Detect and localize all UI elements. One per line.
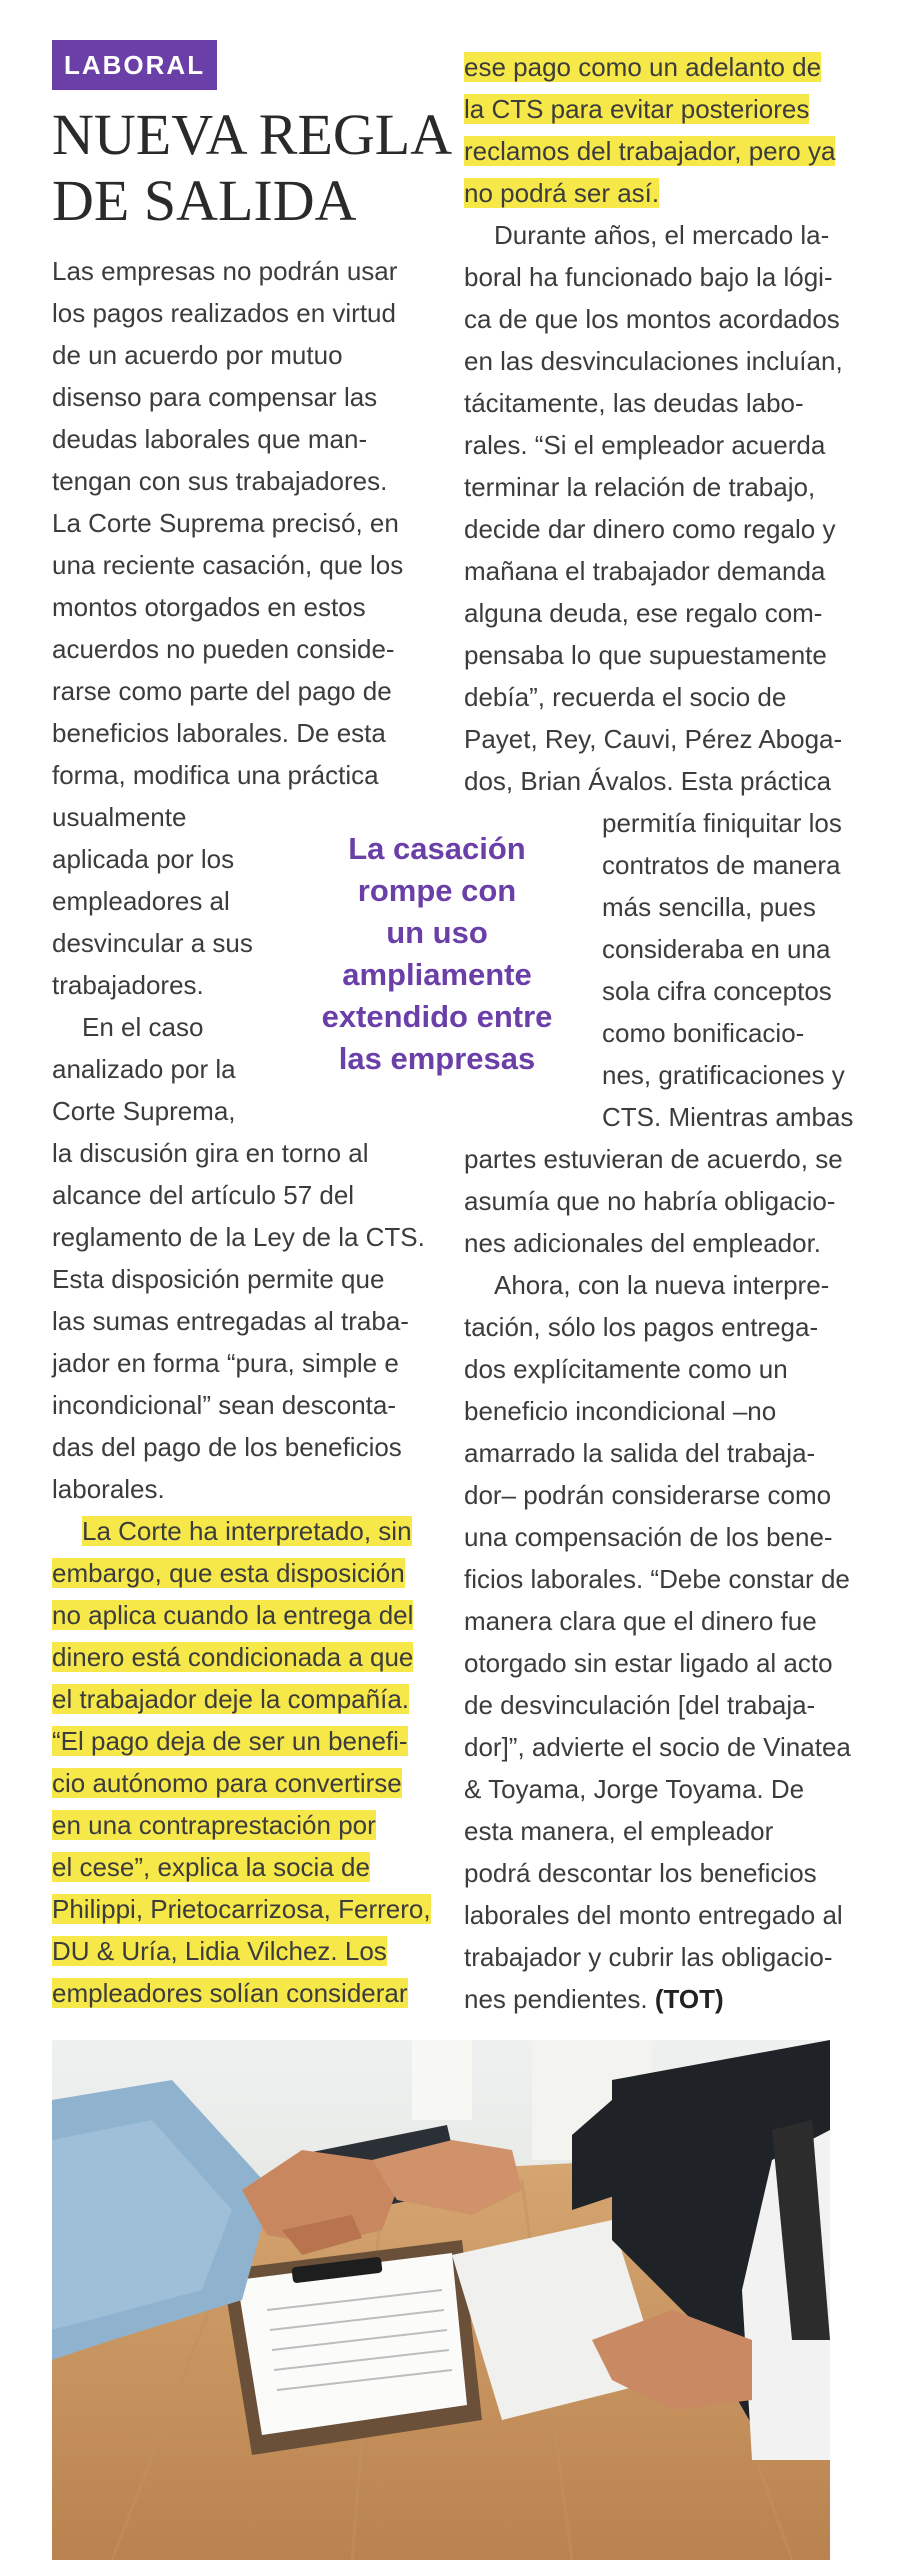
text-line: beneficios laborales. De esta — [52, 718, 386, 748]
text-line: rales. “Si el empleador acuerda — [464, 430, 826, 460]
highlighted-text-line: dinero está condicionada a que — [52, 1642, 414, 1672]
text-line: disenso para compensar las — [52, 382, 378, 412]
text-line: trabajadores. — [52, 970, 204, 1000]
pull-quote-line: rompe con — [357, 873, 517, 908]
text-line: contratos de manera — [602, 850, 841, 880]
text-line: sola cifra conceptos — [602, 976, 832, 1006]
text-line: los pagos realizados en virtud — [52, 298, 396, 328]
left-column — [52, 250, 431, 2014]
highlighted-text-line: no podrá ser así. — [464, 178, 660, 208]
pull-quote-line: ampliamente — [342, 957, 532, 992]
text-line: forma, modifica una práctica — [52, 760, 379, 790]
highlighted-text-line: cio autónomo para convertirse — [52, 1768, 402, 1798]
text-line: empleadores al — [52, 886, 230, 916]
text-line: pensaba lo que supuestamente — [464, 640, 827, 670]
text-line: manera clara que el dinero fue — [464, 1606, 817, 1636]
highlighted-text-line: el cese”, explica la socia de — [52, 1852, 370, 1882]
text-line: otorgado sin estar ligado al acto — [464, 1648, 833, 1678]
text-line: nes, gratificaciones y — [602, 1060, 845, 1090]
text-line: desvincular a sus — [52, 928, 253, 958]
text-line: ca de que los montos acordados — [464, 304, 840, 334]
text-line: más sencilla, pues — [602, 892, 816, 922]
text-line: debía”, recuerda el socio de — [464, 682, 787, 712]
pull-quote — [292, 828, 582, 1080]
text-line: alcance del artículo 57 del — [52, 1180, 355, 1210]
highlighted-text-line: no aplica cuando la entrega del — [52, 1600, 414, 1630]
text-line: usualmente — [52, 802, 187, 832]
text-line: asumía que no habría obligacio- — [464, 1186, 836, 1216]
text-line: deudas laborales que man- — [52, 424, 368, 454]
text-line: aplicada por los — [52, 844, 235, 874]
text-line: mañana el trabajador demanda — [464, 556, 826, 586]
text-line: dos explícitamente como un — [464, 1354, 788, 1384]
highlighted-text-line: reclamos del trabajador, pero ya — [464, 136, 836, 166]
handshake-photo — [52, 2040, 830, 2560]
text-line: amarrado la salida del trabaja- — [464, 1438, 816, 1468]
text-line: las sumas entregadas al traba- — [52, 1306, 409, 1336]
text-line: de desvinculación [del trabaja- — [464, 1690, 816, 1720]
text-line: Ahora, con la nueva interpre- — [494, 1270, 830, 1300]
text-line: dos, Brian Ávalos. Esta práctica — [464, 766, 832, 796]
text-line: analizado por la — [52, 1054, 236, 1084]
text-line: nes pendientes. (TOT) — [464, 1984, 724, 2014]
section-tag: LABORAL — [52, 40, 217, 90]
text-line: montos otorgados en estos — [52, 592, 366, 622]
highlighted-text-line: Philippi, Prietocarrizosa, Ferrero, — [52, 1894, 431, 1924]
text-line: decide dar dinero como regalo y — [464, 514, 836, 544]
text-line: tácitamente, las deudas labo- — [464, 388, 804, 418]
text-line: La Corte Suprema precisó, en — [52, 508, 399, 538]
text-line: como bonificacio- — [602, 1018, 805, 1048]
highlighted-text-line: DU & Uría, Lidia Vilchez. Los — [52, 1936, 387, 1966]
text-line: alguna deuda, ese regalo com- — [464, 598, 823, 628]
text-line: terminar la relación de trabajo, — [464, 472, 816, 502]
headline — [52, 102, 452, 234]
text-line: tengan con sus trabajadores. — [52, 466, 388, 496]
text-line: la discusión gira en torno al — [52, 1138, 369, 1168]
text-line: partes estuvieran de acuerdo, se — [464, 1144, 843, 1174]
pull-quote-line: las empresas — [338, 1041, 536, 1076]
text-line: rarse como parte del pago de — [52, 676, 392, 706]
text-line: laborales. — [52, 1474, 165, 1504]
text-line: dor]”, advierte el socio de Vinatea — [464, 1732, 851, 1762]
text-line: laborales del monto entregado al — [464, 1900, 843, 1930]
highlighted-text-line: “El pago deja de ser un benefi- — [52, 1726, 408, 1756]
headline-line: NUEVA REGLA — [52, 102, 453, 167]
text-line: Esta disposición permite que — [52, 1264, 385, 1294]
pull-quote-line: La casación — [348, 831, 526, 866]
highlighted-text-line: el trabajador deje la compañía. — [52, 1684, 410, 1714]
pull-quote-line: extendido entre — [321, 999, 553, 1034]
highlighted-text-line: ese pago como un adelanto de — [464, 52, 822, 82]
pull-quote-line: un uso — [386, 915, 488, 950]
text-line: tación, sólo los pagos entrega- — [464, 1312, 819, 1342]
text-line: en las desvinculaciones incluían, — [464, 346, 843, 376]
text-line: incondicional” sean desconta- — [52, 1390, 396, 1420]
text-line: una compensación de los bene- — [464, 1522, 833, 1552]
text-line: de un acuerdo por mutuo — [52, 340, 343, 370]
text-line: Corte Suprema, — [52, 1096, 236, 1126]
text-line: Durante años, el mercado la- — [494, 220, 830, 250]
text-line: permitía finiquitar los — [602, 808, 842, 838]
text-line: jador en forma “pura, simple e — [52, 1348, 399, 1378]
highlighted-text-line: La Corte ha interpretado, sin — [82, 1516, 412, 1546]
text-line: beneficio incondicional –no — [464, 1396, 777, 1426]
text-line: dor– podrán considerarse como — [464, 1480, 832, 1510]
headline-line: DE SALIDA — [52, 168, 357, 233]
text-line: En el caso — [82, 1012, 204, 1042]
text-line: nes adicionales del empleador. — [464, 1228, 822, 1258]
highlighted-text-line: en una contraprestación por — [52, 1810, 376, 1840]
text-line: esta manera, el empleador — [464, 1816, 774, 1846]
handshake-illustration — [52, 2040, 830, 2560]
text-line: reglamento de la Ley de la CTS. — [52, 1222, 425, 1252]
author-signature: (TOT) — [654, 1984, 724, 2014]
text-line: Payet, Rey, Cauvi, Pérez Aboga- — [464, 724, 843, 754]
highlighted-text-line: empleadores solían considerar — [52, 1978, 408, 2008]
text-line: ficios laborales. “Debe constar de — [464, 1564, 850, 1594]
text-line: una reciente casación, que los — [52, 550, 404, 580]
highlighted-text-line: la CTS para evitar posteriores — [464, 94, 810, 124]
text-line: trabajador y cubrir las obligacio- — [464, 1942, 833, 1972]
text-line: boral ha funcionado bajo la lógi- — [464, 262, 833, 292]
highlighted-text-line: embargo, que esta disposición — [52, 1558, 405, 1588]
text-line: CTS. Mientras ambas — [602, 1102, 854, 1132]
text-line: das del pago de los beneficios — [52, 1432, 402, 1462]
text-line: podrá descontar los beneficios — [464, 1858, 817, 1888]
text-line: consideraba en una — [602, 934, 831, 964]
text-line: Las empresas no podrán usar — [52, 256, 398, 286]
text-line: & Toyama, Jorge Toyama. De — [464, 1774, 805, 1804]
text-line: acuerdos no pueden conside- — [52, 634, 395, 664]
